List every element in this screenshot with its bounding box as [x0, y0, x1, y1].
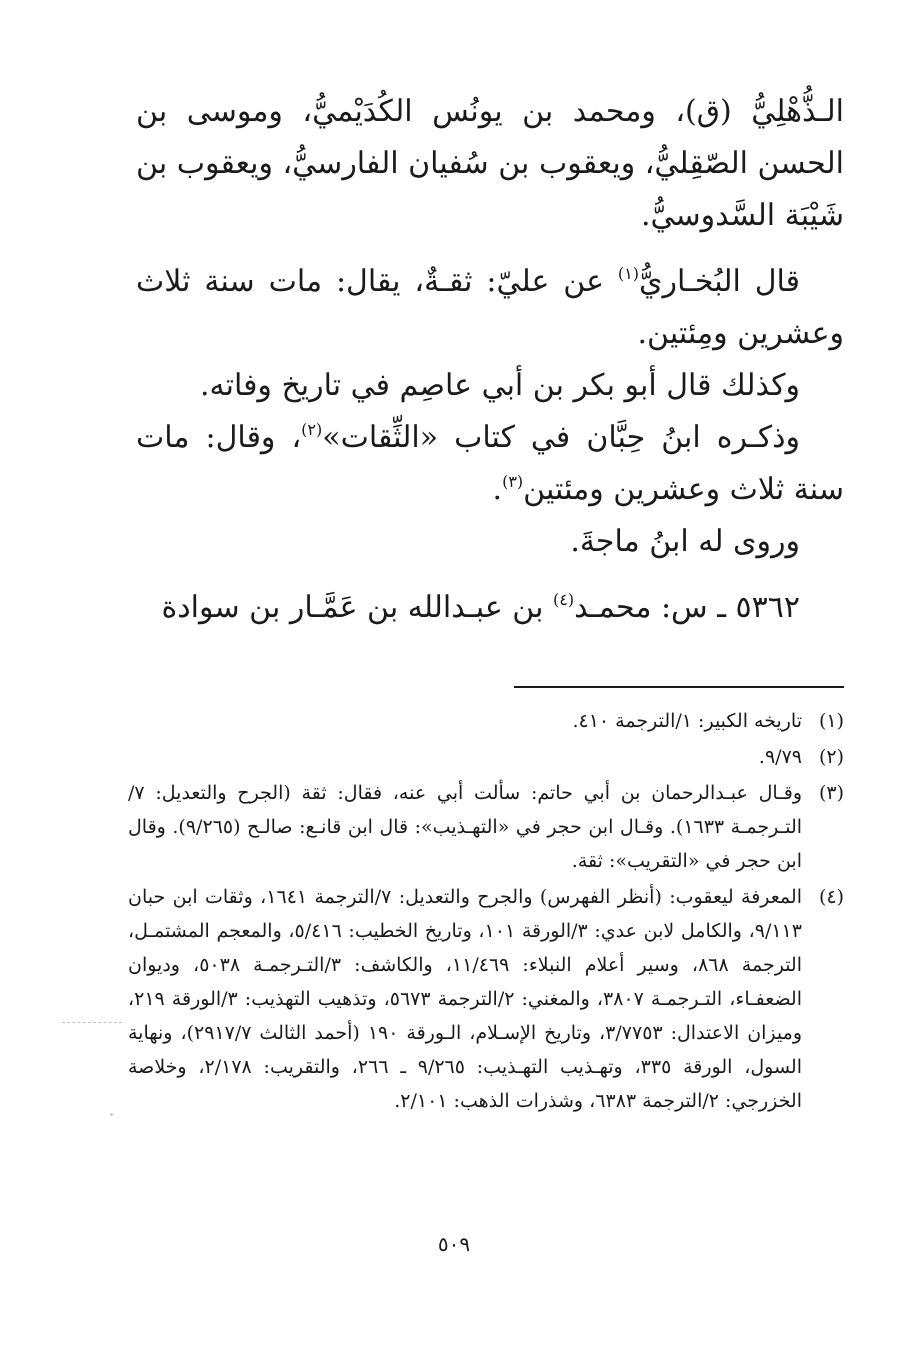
- ibn-hibban-text-b: ، وقال: مات سنة ثلاث وعشرين ومئتين: [136, 420, 844, 507]
- footnote-number: (٢): [818, 746, 844, 768]
- margin-scan-dot: [110, 1113, 113, 1116]
- footnote-number: (١): [818, 710, 844, 732]
- ibn-hibban-text-a: وذكـره ابنُ حِبَّان في كتاب «الثِّقات»: [322, 420, 800, 455]
- footnote-number: (٤): [818, 886, 844, 908]
- footnote-text: تاريخه الكبير: ١/الترجمة ٤١٠.: [572, 710, 802, 732]
- entry-heading-b: بن عبـدالله بن عَمَّـار بن سوادة: [161, 590, 553, 625]
- footnote-4: [128, 880, 844, 1118]
- margin-scan-mark: [62, 1022, 122, 1023]
- bukhari-text-a: قال البُخـاريُّ: [639, 264, 800, 299]
- bukhari-text-b: عن عليّ: ثقـةٌ، يقال: مات سنة ثلاث وعشرين ومِئتين.: [136, 264, 844, 351]
- paragraph-ibn-majah: وروى له ابنُ ماجةَ.: [570, 524, 800, 559]
- footnote-text: وقـال عبـدالرحمان بن أبي حاتم: سألت أبي عنه، فقال: ثقة (الجرح والتعديل: ٧/التـرجمـة ١٦٣٣). وقـال ابن حجر في «التهـذيب»: قال ابن قانـع: صالـح (٩/٢٦٥). وقال ابن حجر في «التقريب»: ثقة.: [128, 782, 803, 872]
- footnote-ref-4: (٤): [553, 590, 575, 609]
- page-number: ٥٠٩: [437, 1232, 471, 1256]
- footnote-1: [128, 704, 844, 738]
- ibn-hibban-text-c: .: [492, 472, 503, 507]
- footnote-text: ٩/٧٩.: [758, 746, 802, 768]
- paragraph-narrators: الـذُّهْلِيُّ (ق)، ومحمد بن يونُس الكُدَيْميُّ، وموسى بن الحسن الصّقِليُّ، ويعقوب بن سُفيان الفارسيُّ، ويعقوب بن شَيْبَة السَّدوسيُّ.: [136, 94, 844, 233]
- main-text: [136, 86, 844, 634]
- footnote-3: [128, 776, 844, 878]
- entry-heading-a: ٥٣٦٢ ـ س: محمـد: [574, 590, 800, 625]
- paragraph-abu-bakr: وكذلك قال أبو بكر بن أبي عاصِم في تاريخ وفاته.: [199, 368, 800, 403]
- footnote-2: [128, 740, 844, 774]
- footnote-ref-2: (٢): [301, 420, 323, 439]
- footnote-text: المعرفة ليعقوب: (أنظر الفهرس) والجرح والتعديل: ٧/الترجمة ١٦٤١، وثقات ابن حبان ٩/١١٣، والكامل لابن عدي: ٣/الورقة ١٠١، وتاريخ الخطيب: ٥/٤١٦، والمعجم المشتمـل، الترجمة ٨٦٨، وسير أعلام النبلاء: ١١/٤٦٩، والكاشف: ٣/التـرجمـة ٥٠٣٨، وديوان الضعفـاء، التـرجمـة ٣٨٠٧، والمغني: ٢/الترجمة ٥٦٧٣، وتذهيب التهذيب: ٣/الورقة ٢١٩، وميزان الاعتدال: ٣/٧٧٥٣، وتاريخ الإسـلام، الـورقة ١٩٠ (أحمد الثالث ٢٩١٧/٧)، ونهاية السول، الورقة ٣٣٥، وتهـذيب التهـذيب: ٩/٢٦٥ ـ ٢٦٦، والتقريب: ٢/١٧٨، وخلاصة الخزرجي: ٢/الترجمة ٦٣٨٣، وشذرات الذهب: ٢/١٠١.: [128, 886, 803, 1112]
- footnote-ref-1: (١): [617, 264, 640, 283]
- footnotes: [128, 704, 844, 1120]
- footnote-ref-3: (٣): [502, 472, 524, 491]
- paragraph-ibn-hibban: [136, 412, 844, 516]
- footnote-number: (٣): [818, 782, 844, 804]
- paragraph-bukhari: [136, 256, 844, 360]
- entry-heading-5362: [136, 582, 844, 634]
- footnote-separator: [514, 686, 844, 688]
